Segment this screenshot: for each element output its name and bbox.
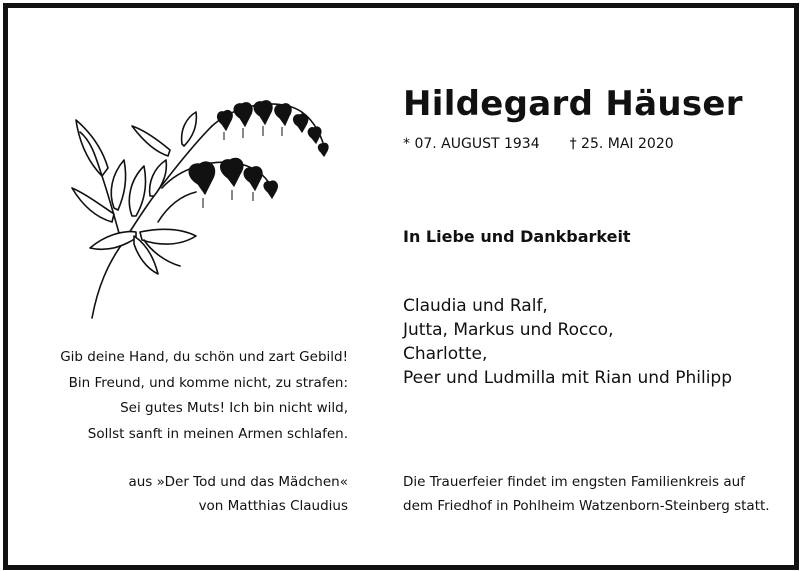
dedication-line: In Liebe und Dankbarkeit xyxy=(403,227,631,246)
mourners-list xyxy=(403,294,732,390)
mourner-line: Jutta, Markus und Rocco, xyxy=(403,320,614,340)
funeral-notice xyxy=(403,470,770,518)
mourner-line: Peer und Ludmilla mit Rian und Philipp xyxy=(403,368,732,388)
funeral-notice-line: Die Trauerfeier findet im engsten Familienkreis auf xyxy=(403,474,745,490)
poem-line: Gib deine Hand, du schön und zart Gebild! xyxy=(60,349,348,365)
bleeding-heart-flower-icon xyxy=(62,96,332,322)
poem-line: Sei gutes Muts! Ich bin nicht wild, xyxy=(120,400,348,416)
death-date: † 25. MAI 2020 xyxy=(569,136,674,152)
birth-date: * 07. AUGUST 1934 xyxy=(403,136,540,152)
mourner-line: Claudia und Ralf, xyxy=(403,296,548,316)
mourner-line: Charlotte, xyxy=(403,344,488,364)
deceased-name: Hildegard Häuser xyxy=(403,84,743,124)
poem-source-line: von Matthias Claudius xyxy=(198,498,348,514)
poem-source-line: aus »Der Tod und das Mädchen« xyxy=(128,474,348,490)
poem-line: Bin Freund, und komme nicht, zu strafen: xyxy=(68,374,348,391)
life-dates xyxy=(403,136,674,152)
funeral-notice-line: dem Friedhof in Pohlheim Watzenborn-Steinberg statt. xyxy=(403,498,770,514)
poem xyxy=(60,345,348,447)
poem-source xyxy=(128,470,348,518)
poem-line: Sollst sanft in meinen Armen schlafen. xyxy=(87,425,348,442)
